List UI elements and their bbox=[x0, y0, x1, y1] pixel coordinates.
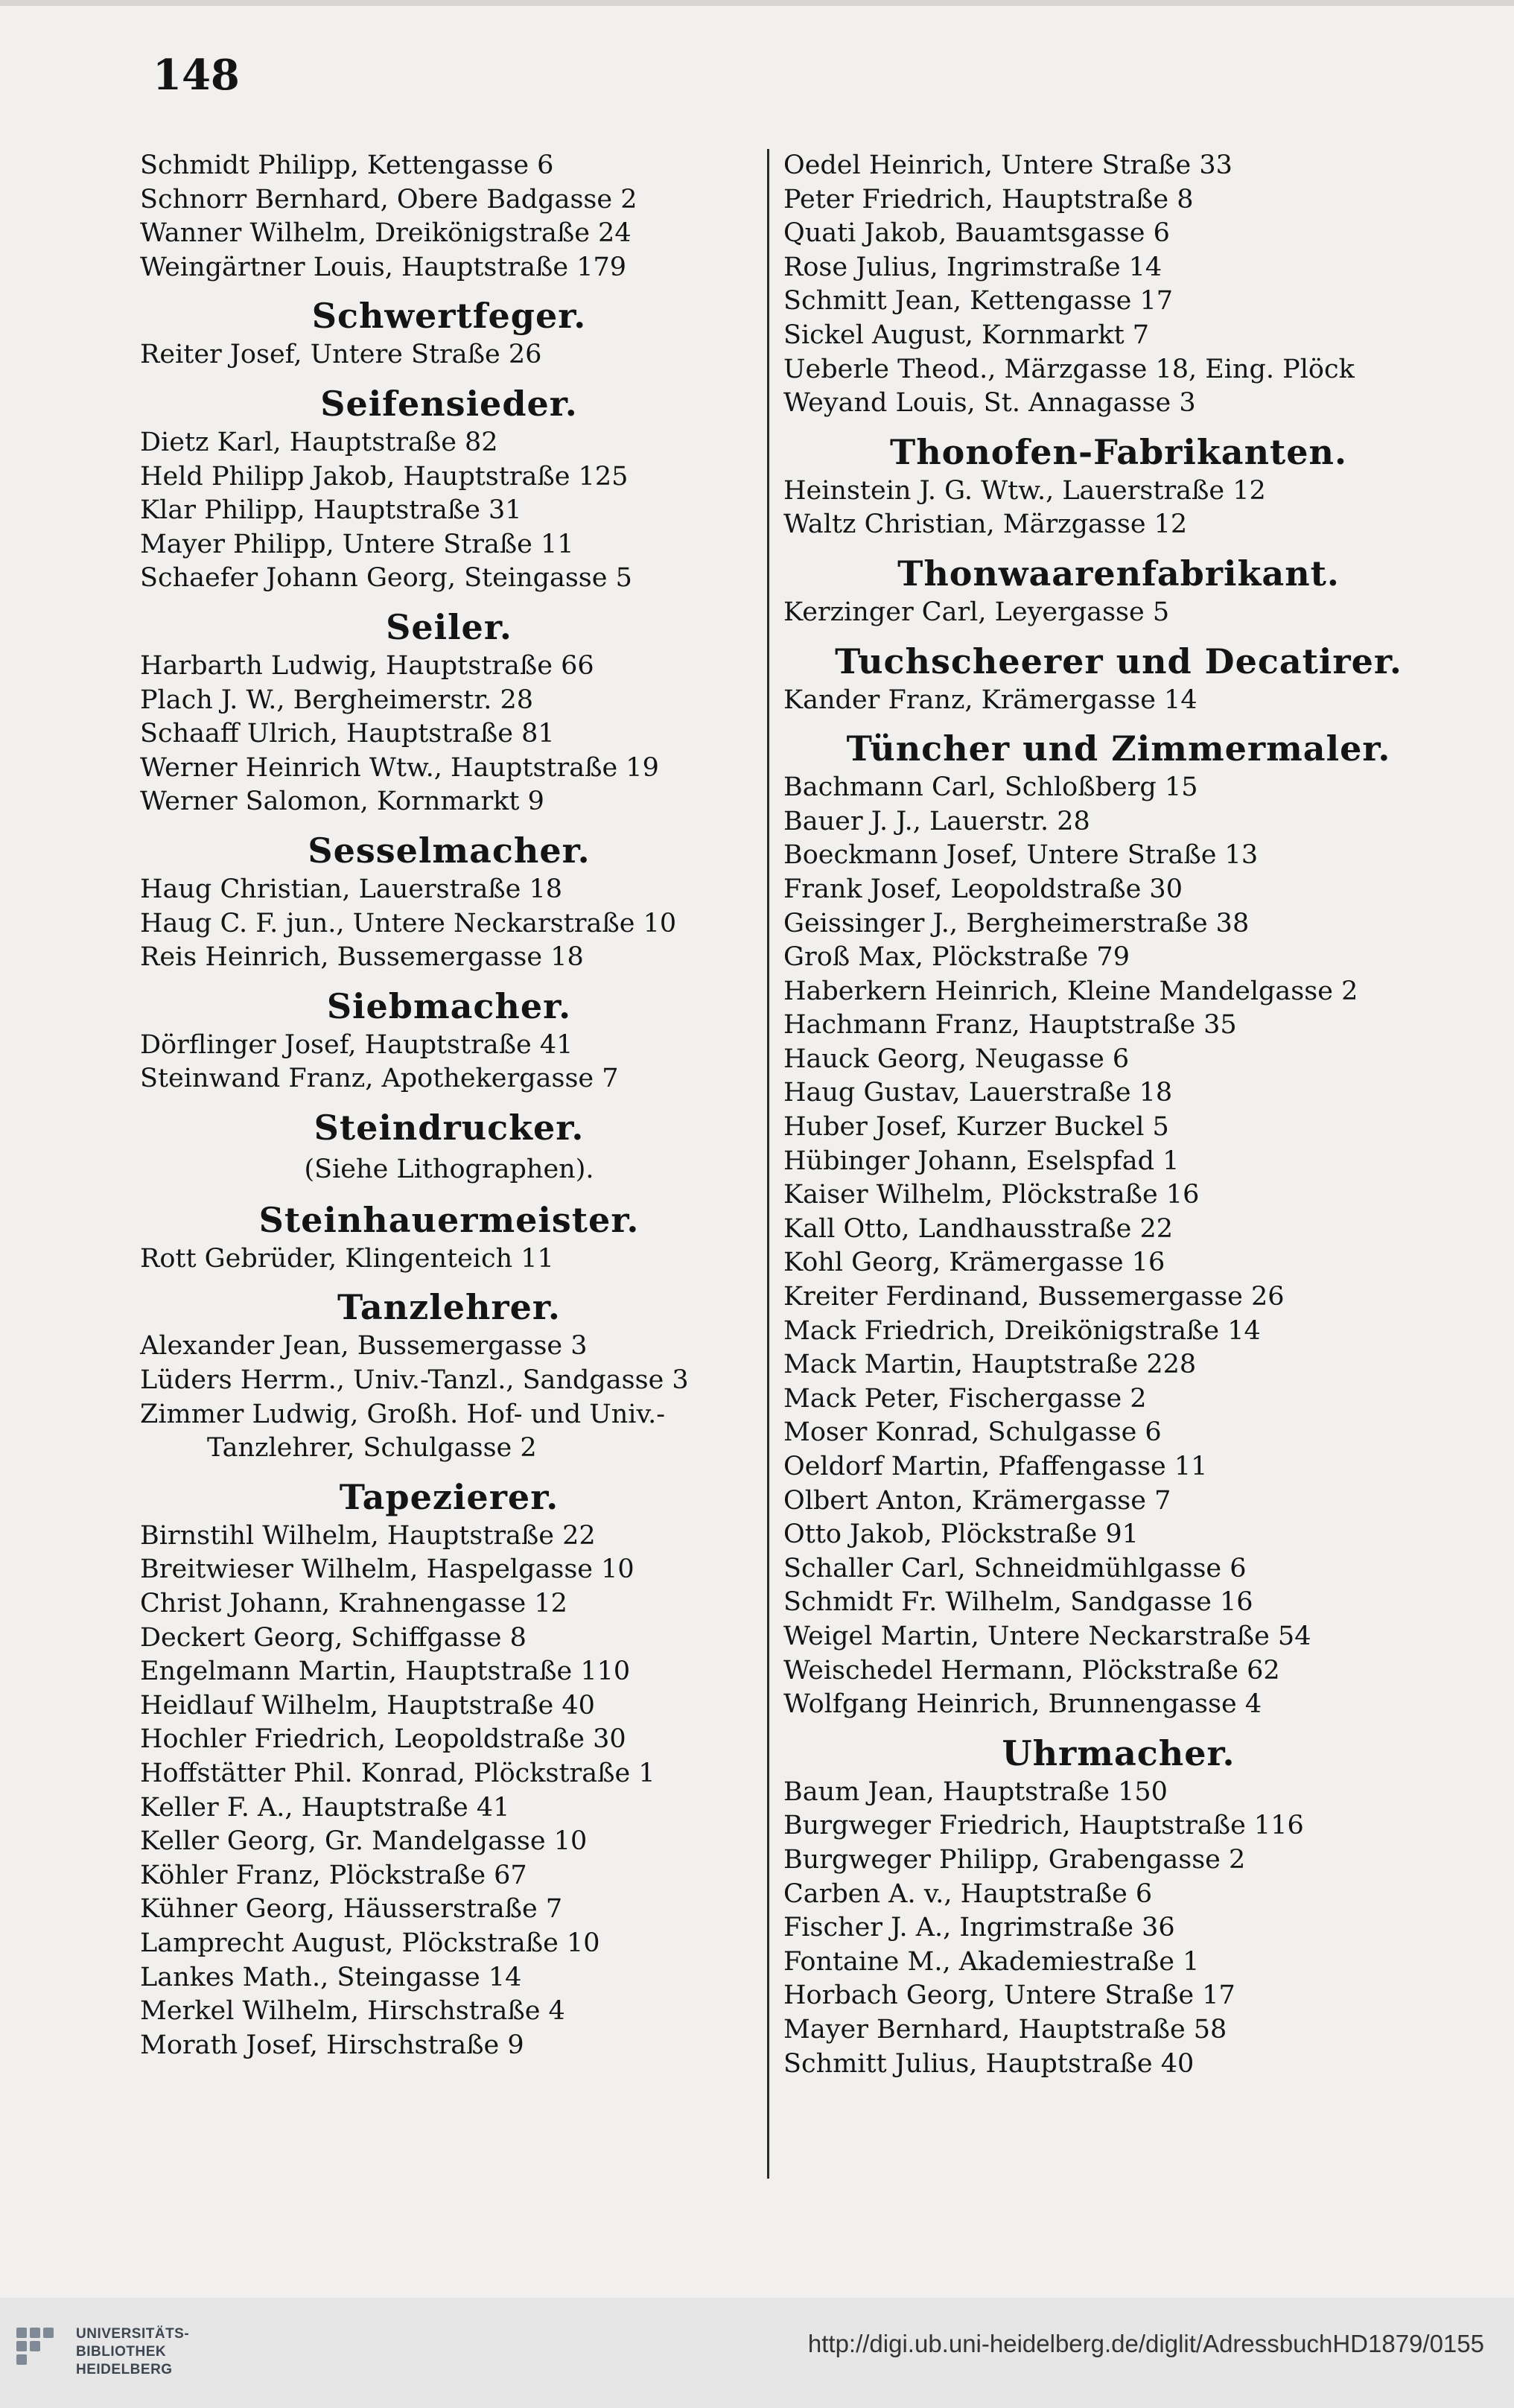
directory-entry: Schmitt Julius, Hauptstraße 40 bbox=[783, 2048, 1195, 2079]
directory-entry: Birnstihl Wilhelm, Hauptstraße 22 bbox=[140, 1520, 596, 1551]
directory-entry: Harbarth Ludwig, Hauptstraße 66 bbox=[140, 650, 594, 681]
directory-entry: Hochler Friedrich, Leopoldstraße 30 bbox=[140, 1724, 626, 1755]
directory-entry: Schmitt Jean, Kettengasse 17 bbox=[783, 286, 1174, 317]
library-name-line: HEIDELBERG bbox=[76, 2362, 173, 2377]
directory-entry: Boeckmann Josef, Untere Straße 13 bbox=[783, 840, 1259, 871]
directory-entry: Burgweger Friedrich, Hauptstraße 116 bbox=[783, 1811, 1304, 1841]
directory-entry: Heidlauf Wilhelm, Hauptstraße 40 bbox=[140, 1690, 595, 1721]
directory-entry: Werner Salomon, Kornmarkt 9 bbox=[140, 787, 544, 817]
directory-entry: Schaefer Johann Georg, Steingasse 5 bbox=[140, 563, 632, 594]
section-heading: Tanzlehrer. bbox=[337, 1287, 561, 1328]
directory-entry: Haug C. F. jun., Untere Neckarstraße 10 bbox=[140, 908, 677, 938]
directory-entry: Mack Peter, Fischergasse 2 bbox=[783, 1383, 1147, 1414]
directory-entry: Bauer J. J., Lauerstr. 28 bbox=[783, 806, 1090, 836]
directory-entry: Hübinger Johann, Eselspfad 1 bbox=[783, 1146, 1180, 1176]
directory-entry: Kühner Georg, Häusserstraße 7 bbox=[140, 1894, 563, 1925]
directory-entry: Köhler Franz, Plöckstraße 67 bbox=[140, 1860, 527, 1890]
directory-entry: Merkel Wilhelm, Hirschstraße 4 bbox=[140, 1996, 565, 2027]
section-heading: Seiler. bbox=[386, 606, 512, 647]
section-heading: Tuchscheerer und Decatirer. bbox=[835, 641, 1402, 682]
section-heading: Thonofen-Fabrikanten. bbox=[890, 431, 1347, 472]
directory-entry: Olbert Anton, Krämergasse 7 bbox=[783, 1485, 1171, 1516]
directory-entry: Sickel August, Kornmarkt 7 bbox=[783, 320, 1150, 350]
directory-entry: Hoffstätter Phil. Konrad, Plöckstraße 1 bbox=[140, 1759, 655, 1788]
directory-entry: Kerzinger Carl, Leyergasse 5 bbox=[783, 597, 1170, 627]
directory-entry: Geissinger J., Bergheimerstraße 38 bbox=[783, 908, 1250, 938]
section-heading: Steinhauermeister. bbox=[258, 1199, 640, 1240]
column-divider bbox=[767, 149, 769, 2179]
directory-entry: Groß Max, Plöckstraße 79 bbox=[783, 942, 1130, 973]
directory-entry: Mack Friedrich, Dreikönigstraße 14 bbox=[783, 1315, 1261, 1346]
section-heading: Schwertfeger. bbox=[311, 296, 587, 337]
directory-entry: Carben A. v., Hauptstraße 6 bbox=[783, 1878, 1153, 1909]
directory-entry: Alexander Jean, Bussemergasse 3 bbox=[140, 1331, 588, 1362]
directory-entry: Engelmann Martin, Hauptstraße 110 bbox=[140, 1656, 631, 1687]
left-column bbox=[140, 149, 758, 2062]
directory-entry: Haug Gustav, Lauerstraße 18 bbox=[783, 1078, 1173, 1108]
directory-entry: Fontaine M., Akademiestraße 1 bbox=[783, 1946, 1200, 1977]
directory-entry: Hachmann Franz, Hauptstraße 35 bbox=[783, 1010, 1237, 1041]
section-heading: Uhrmacher. bbox=[1002, 1732, 1235, 1773]
permalink-url[interactable]: http://digi.ub.uni-heidelberg.de/diglit/AdressbuchHD1879/0155 bbox=[807, 2330, 1484, 2357]
directory-entry: Reis Heinrich, Bussemergasse 18 bbox=[140, 942, 584, 973]
directory-entry: Baum Jean, Hauptstraße 150 bbox=[783, 1776, 1168, 1807]
directory-entry: Weingärtner Louis, Hauptstraße 179 bbox=[140, 252, 627, 282]
directory-entry: Quati Jakob, Bauamtsgasse 6 bbox=[783, 218, 1170, 249]
directory-entry: Lankes Math., Steingasse 14 bbox=[140, 1962, 522, 1992]
directory-entry: Kaiser Wilhelm, Plöckstraße 16 bbox=[783, 1180, 1200, 1210]
directory-entry: Waltz Christian, Märzgasse 12 bbox=[783, 509, 1188, 540]
directory-entry: Peter Friedrich, Hauptstraße 8 bbox=[783, 184, 1194, 215]
directory-entry: Moser Konrad, Schulgasse 6 bbox=[783, 1417, 1162, 1448]
section-heading: Steindrucker. bbox=[314, 1107, 585, 1148]
directory-entry: Zimmer Ludwig, Großh. Hof- und Univ.- bbox=[140, 1399, 666, 1429]
directory-entry: Dörflinger Josef, Hauptstraße 41 bbox=[140, 1029, 573, 1060]
directory-entry: Horbach Georg, Untere Straße 17 bbox=[783, 1980, 1235, 2011]
directory-entry: Rott Gebrüder, Klingenteich 11 bbox=[140, 1243, 554, 1274]
directory-entry: Steinwand Franz, Apothekergasse 7 bbox=[140, 1064, 619, 1094]
directory-entry: Weischedel Hermann, Plöckstraße 62 bbox=[783, 1655, 1280, 1686]
directory-entry: Dietz Karl, Hauptstraße 82 bbox=[140, 427, 498, 457]
directory-entry: Kreiter Ferdinand, Bussemergasse 26 bbox=[783, 1282, 1285, 1312]
section-heading: Tapezierer. bbox=[339, 1476, 559, 1517]
directory-entry: Weyand Louis, St. Annagasse 3 bbox=[783, 388, 1196, 419]
directory-entry: Rose Julius, Ingrimstraße 14 bbox=[783, 252, 1162, 282]
directory-entry: Ueberle Theod., Märzgasse 18, Eing. Plöck bbox=[783, 354, 1355, 384]
section-heading: Thonwaarenfabrikant. bbox=[897, 553, 1340, 594]
directory-entry: Mayer Bernhard, Hauptstraße 58 bbox=[783, 2014, 1227, 2045]
library-name-line: BIBLIOTHEK bbox=[76, 2344, 167, 2360]
directory-entry: Burgweger Philipp, Grabengasse 2 bbox=[783, 1844, 1246, 1875]
section-heading: Tüncher und Zimmermaler. bbox=[846, 728, 1391, 769]
directory-entry-continuation: Tanzlehrer, Schulgasse 2 bbox=[207, 1433, 537, 1464]
directory-entry: Werner Heinrich Wtw., Hauptstraße 19 bbox=[140, 752, 659, 783]
directory-entry: Kall Otto, Landhausstraße 22 bbox=[783, 1213, 1174, 1244]
directory-entry: Weigel Martin, Untere Neckarstraße 54 bbox=[783, 1621, 1311, 1651]
right-column bbox=[783, 149, 1454, 2081]
section-heading: Siebmacher. bbox=[326, 985, 572, 1026]
directory-entry: Haberkern Heinrich, Kleine Mandelgasse 2 bbox=[783, 976, 1358, 1006]
directory-entry: Kohl Georg, Krämergasse 16 bbox=[783, 1248, 1165, 1278]
library-logo[interactable] bbox=[16, 2307, 210, 2397]
directory-entry: Mack Martin, Hauptstraße 228 bbox=[783, 1350, 1197, 1380]
directory-entry: Schnorr Bernhard, Obere Badgasse 2 bbox=[140, 184, 637, 215]
directory-entry: Christ Johann, Krahnengasse 12 bbox=[140, 1589, 567, 1619]
directory-entry: Wolfgang Heinrich, Brunnengasse 4 bbox=[783, 1689, 1262, 1720]
directory-entry: Huber Josef, Kurzer Buckel 5 bbox=[783, 1112, 1169, 1143]
library-name-line: UNIVERSITÄTS- bbox=[76, 2326, 190, 2342]
directory-entry: Breitwieser Wilhelm, Haspelgasse 10 bbox=[140, 1554, 634, 1585]
directory-entry: Frank Josef, Leopoldstraße 30 bbox=[783, 874, 1183, 904]
directory-entry: Oedel Heinrich, Untere Straße 33 bbox=[783, 150, 1232, 180]
library-logo-icon bbox=[16, 2328, 66, 2377]
library-name bbox=[76, 2325, 189, 2379]
directory-entry: Held Philipp Jakob, Hauptstraße 125 bbox=[140, 461, 629, 492]
directory-entry: Kander Franz, Krämergasse 14 bbox=[783, 684, 1197, 715]
directory-entry: Klar Philipp, Hauptstraße 31 bbox=[140, 495, 522, 526]
directory-entry: Lamprecht August, Plöckstraße 10 bbox=[140, 1928, 600, 1958]
directory-entry: Wanner Wilhelm, Dreikönigstraße 24 bbox=[140, 218, 632, 249]
directory-entry: Plach J. W., Bergheimerstr. 28 bbox=[140, 684, 534, 715]
directory-entry: Heinstein J. G. Wtw., Lauerstraße 12 bbox=[783, 475, 1266, 506]
directory-entry: Lüders Herrm., Univ.-Tanzl., Sandgasse 3 bbox=[140, 1365, 689, 1396]
directory-entry: Otto Jakob, Plöckstraße 91 bbox=[783, 1519, 1139, 1550]
directory-entry: Reiter Josef, Untere Straße 26 bbox=[140, 340, 542, 370]
directory-entry: Hauck Georg, Neugasse 6 bbox=[783, 1043, 1130, 1074]
page-number: 148 bbox=[153, 51, 240, 100]
directory-entry: Haug Christian, Lauerstraße 18 bbox=[140, 874, 563, 904]
directory-entry: Oeldorf Martin, Pfaffengasse 11 bbox=[783, 1452, 1208, 1481]
cross-reference-note: (Siehe Lithographen). bbox=[304, 1154, 594, 1184]
section-heading: Seifensieder. bbox=[320, 383, 578, 424]
directory-entry: Keller Georg, Gr. Mandelgasse 10 bbox=[140, 1826, 588, 1857]
scan-edge bbox=[0, 0, 1514, 6]
directory-entry: Schaller Carl, Schneidmühlgasse 6 bbox=[783, 1553, 1247, 1583]
directory-entry: Keller F. A., Hauptstraße 41 bbox=[140, 1792, 510, 1823]
directory-entry: Mayer Philipp, Untere Straße 11 bbox=[140, 529, 574, 559]
directory-entry: Deckert Georg, Schiffgasse 8 bbox=[140, 1622, 527, 1653]
directory-entry: Morath Josef, Hirschstraße 9 bbox=[140, 2030, 524, 2060]
directory-entry: Schaaff Ulrich, Hauptstraße 81 bbox=[140, 719, 555, 749]
directory-entry: Schmidt Fr. Wilhelm, Sandgasse 16 bbox=[783, 1587, 1253, 1618]
directory-entry: Bachmann Carl, Schloßberg 15 bbox=[783, 772, 1198, 803]
section-heading: Sesselmacher. bbox=[308, 830, 591, 871]
directory-entry: Fischer J. A., Ingrimstraße 36 bbox=[783, 1913, 1175, 1943]
directory-entry: Schmidt Philipp, Kettengasse 6 bbox=[140, 150, 554, 180]
